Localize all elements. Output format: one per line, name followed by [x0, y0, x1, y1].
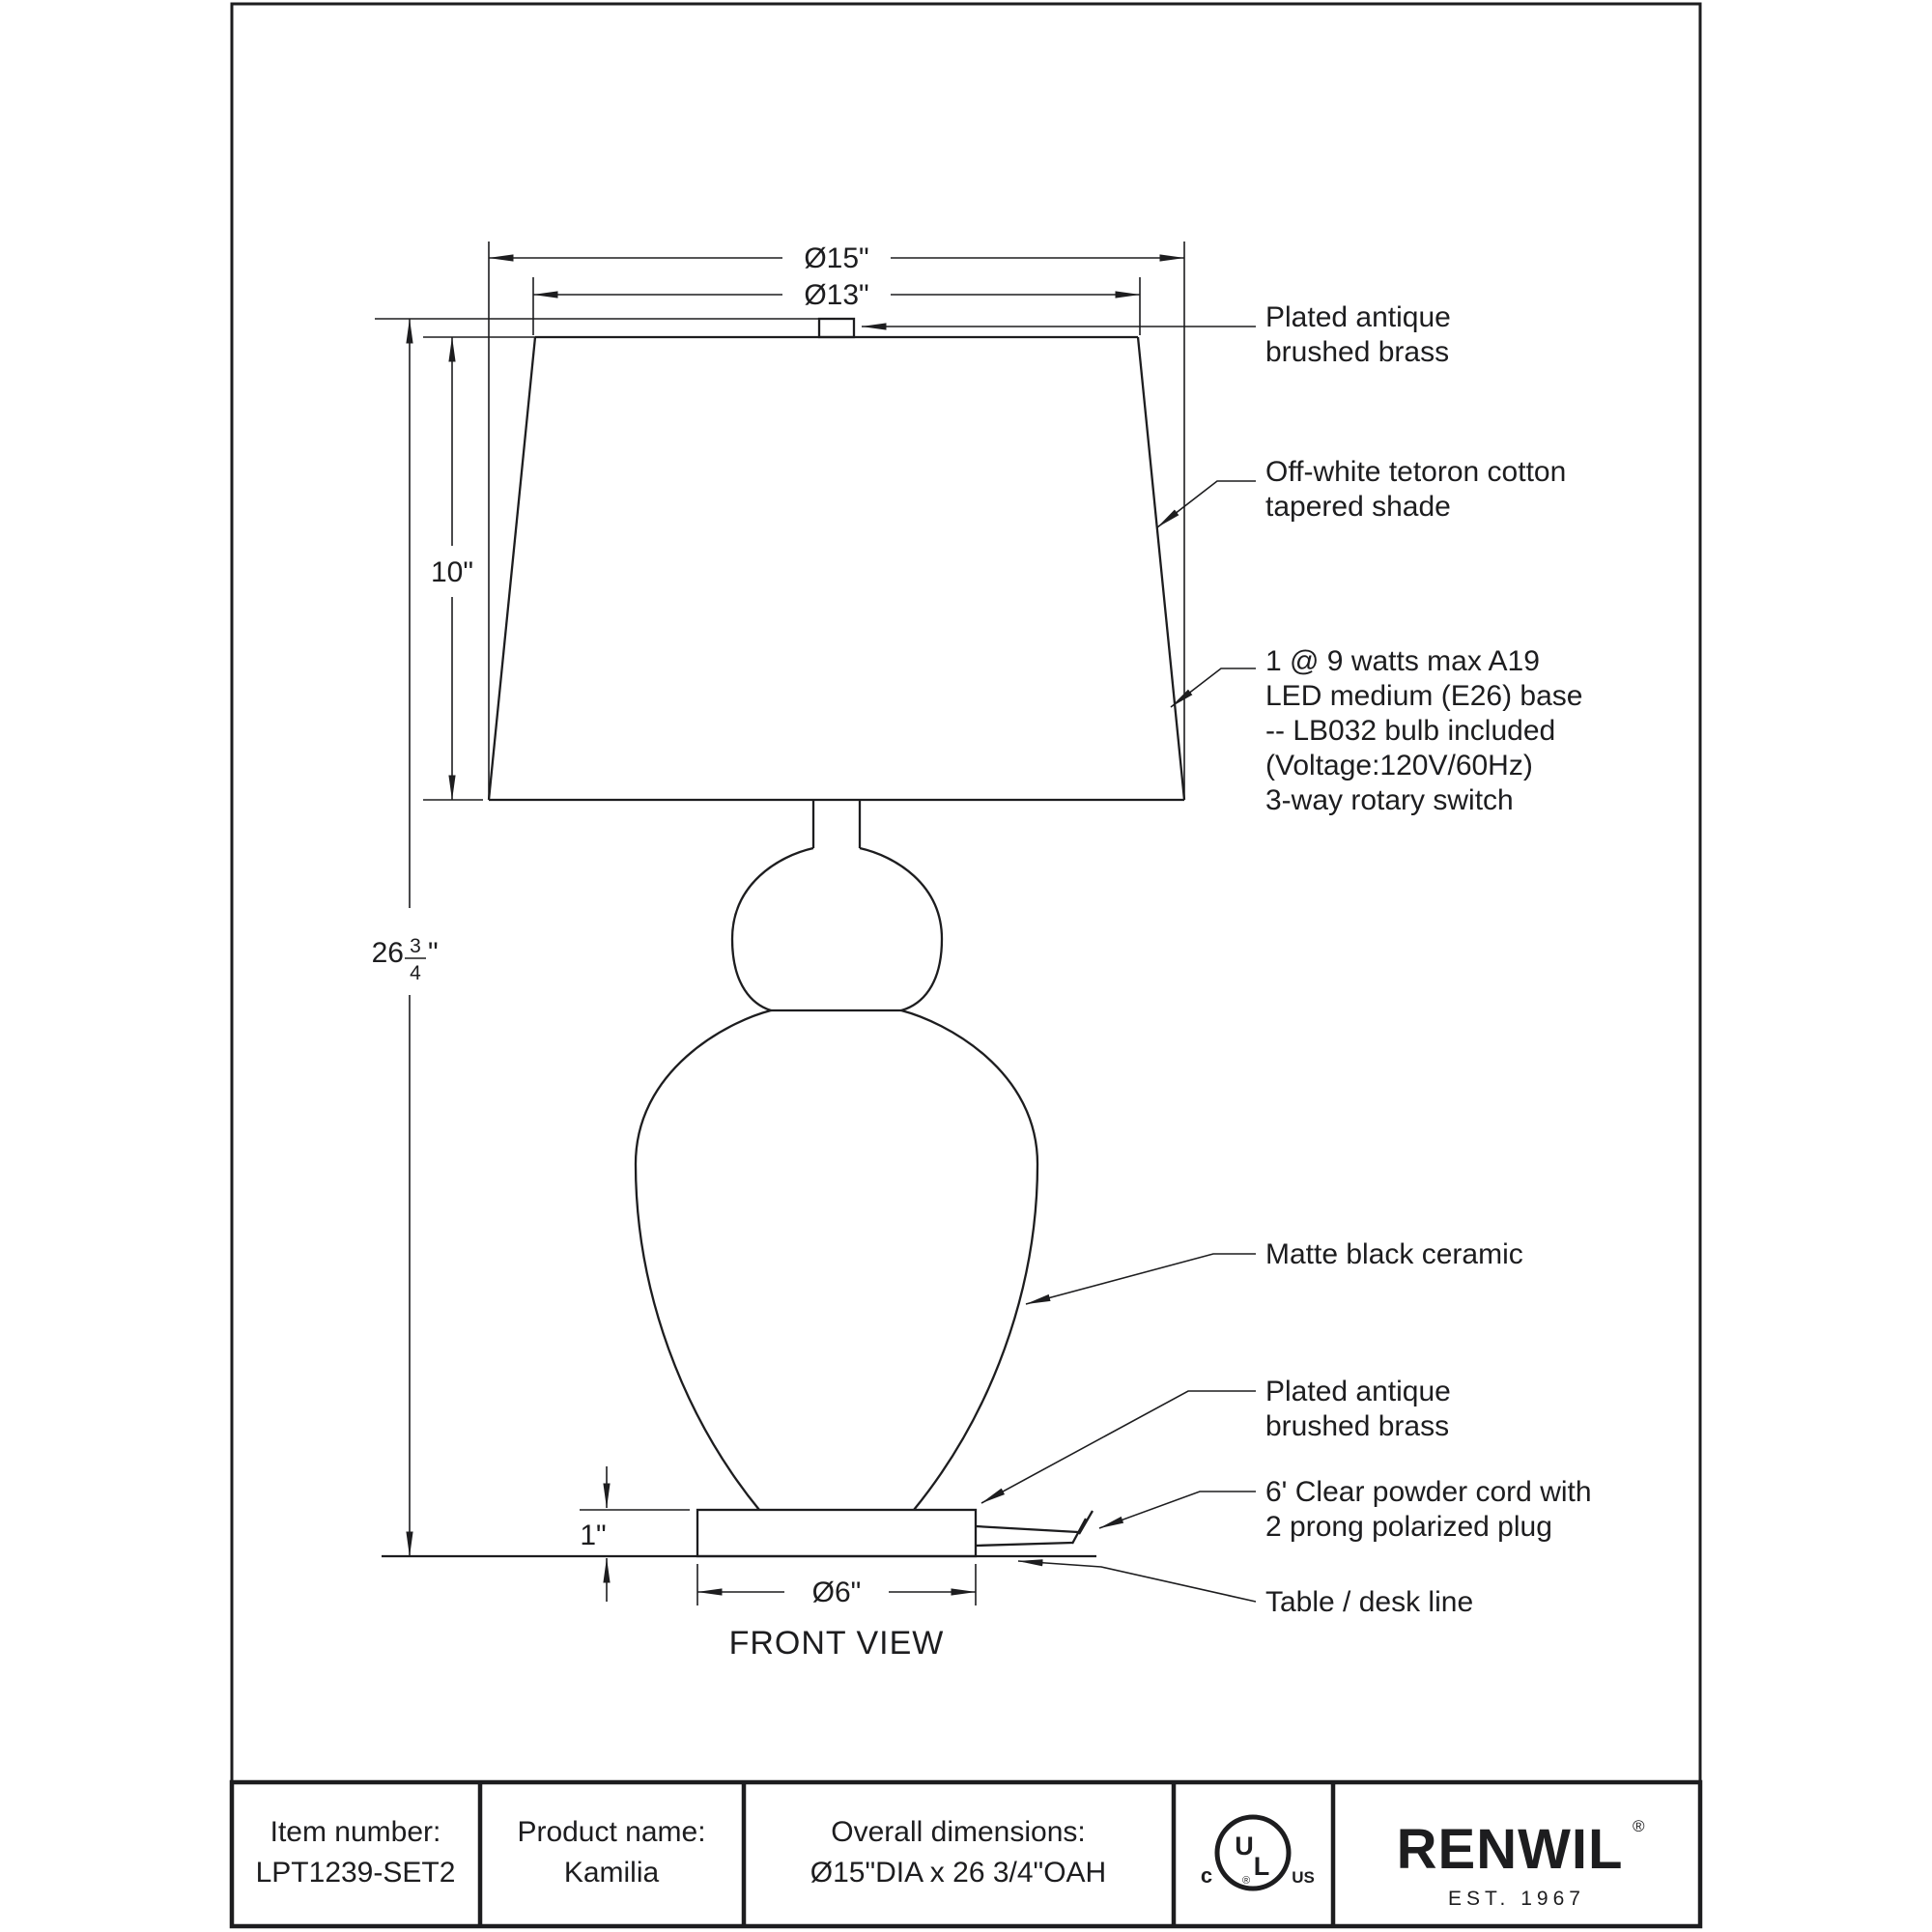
product-name-label: Product name: — [517, 1816, 706, 1848]
ul-logo-u: U — [1235, 1832, 1254, 1861]
leader-base — [981, 1391, 1256, 1503]
svg-text:6' Clear powder cord with: 6' Clear powder cord with — [1265, 1476, 1592, 1508]
svg-text:brushed brass: brushed brass — [1265, 1410, 1450, 1442]
svg-text:Off-white tetoron cotton: Off-white tetoron cotton — [1265, 456, 1567, 488]
item-number-value: LPT1239-SET2 — [255, 1857, 456, 1889]
dim-label-10: 10" — [430, 556, 474, 588]
ul-logo-us: US — [1292, 1868, 1315, 1887]
svg-text:3-way rotary switch: 3-way rotary switch — [1265, 784, 1514, 816]
leader-body — [1026, 1254, 1256, 1304]
brand-est: EST. 1967 — [1448, 1888, 1585, 1910]
dimensions — [372, 242, 1184, 1608]
svg-text:(Voltage:120V/60Hz): (Voltage:120V/60Hz) — [1265, 750, 1533, 781]
dim-label-26-num: 3 — [410, 935, 421, 957]
dim-label-26-den: 4 — [410, 962, 421, 984]
dim-label-dia15: Ø15" — [804, 242, 869, 274]
leader-table — [1018, 1561, 1256, 1602]
lamp-body — [636, 848, 1037, 1510]
svg-text:brushed brass: brushed brass — [1265, 336, 1450, 368]
callout-base — [1265, 1376, 1451, 1442]
svg-text:Table / desk line: Table / desk line — [1265, 1586, 1474, 1618]
item-number-label: Item number: — [270, 1816, 441, 1848]
dim-overall-height — [372, 319, 439, 1556]
dim-label-dia13: Ø13" — [804, 279, 869, 311]
title-block-item-number — [256, 1816, 456, 1889]
cul-us-logo-icon — [1201, 1817, 1315, 1889]
finial — [819, 319, 854, 337]
callout-texts — [1265, 301, 1592, 1618]
brand-name: RENWIL — [1396, 1818, 1624, 1881]
svg-text:-- LB032 bulb included: -- LB032 bulb included — [1265, 715, 1556, 747]
dim-shade-height — [431, 337, 473, 800]
callout-finial — [1265, 301, 1451, 368]
title-block-product-name — [517, 1816, 705, 1889]
brand-registered: ® — [1633, 1817, 1645, 1835]
sheet-border — [232, 4, 1700, 1926]
lamp-base — [697, 1510, 976, 1556]
svg-text:1 @ 9 watts max A19: 1 @ 9 watts max A19 — [1265, 645, 1540, 677]
leader-cord — [1099, 1492, 1256, 1528]
overall-dimensions-value: Ø15"DIA x 26 3/4"OAH — [810, 1857, 1107, 1889]
renwil-logo — [1397, 1817, 1645, 1910]
title-block — [232, 1782, 1700, 1926]
ul-logo-l: L — [1253, 1852, 1270, 1881]
power-cord — [976, 1511, 1093, 1546]
callout-shade — [1265, 456, 1566, 523]
ul-logo-c: c — [1200, 1863, 1213, 1888]
dim-label-26-unit: " — [428, 937, 439, 969]
dim-label-dia6: Ø6" — [811, 1577, 862, 1608]
product-name-value: Kamilia — [563, 1857, 660, 1889]
svg-text:2 prong polarized plug: 2 prong polarized plug — [1265, 1511, 1552, 1543]
callout-table — [1265, 1586, 1473, 1618]
svg-text:LED medium (E26) base: LED medium (E26) base — [1265, 680, 1583, 712]
svg-text:Plated antique: Plated antique — [1265, 1376, 1451, 1407]
lamp-drawing — [382, 319, 1184, 1556]
dim-label-1: 1" — [580, 1520, 607, 1551]
dim-shade-top-diameter — [533, 279, 1140, 311]
lamp-shade — [489, 337, 1184, 800]
title-block-overall-dimensions — [810, 1816, 1106, 1889]
view-label: FRONT VIEW — [728, 1625, 945, 1662]
overall-dimensions-label: Overall dimensions: — [831, 1816, 1086, 1848]
svg-text:tapered shade: tapered shade — [1265, 491, 1451, 523]
callout-bulb — [1265, 645, 1582, 816]
lamp-stem — [813, 800, 860, 848]
callout-cord — [1265, 1476, 1592, 1543]
dim-base-height — [580, 1466, 690, 1602]
dim-label-26: 26 — [371, 937, 404, 969]
dim-base-diameter — [697, 1564, 976, 1608]
ul-logo-r: ® — [1241, 1875, 1251, 1887]
callout-body — [1265, 1238, 1523, 1270]
callout-leaders — [862, 327, 1256, 1602]
svg-text:Matte black ceramic: Matte black ceramic — [1265, 1238, 1523, 1270]
dim-shade-bottom-diameter — [489, 242, 1184, 274]
svg-text:Plated antique: Plated antique — [1265, 301, 1451, 333]
leader-shade — [1157, 481, 1256, 527]
